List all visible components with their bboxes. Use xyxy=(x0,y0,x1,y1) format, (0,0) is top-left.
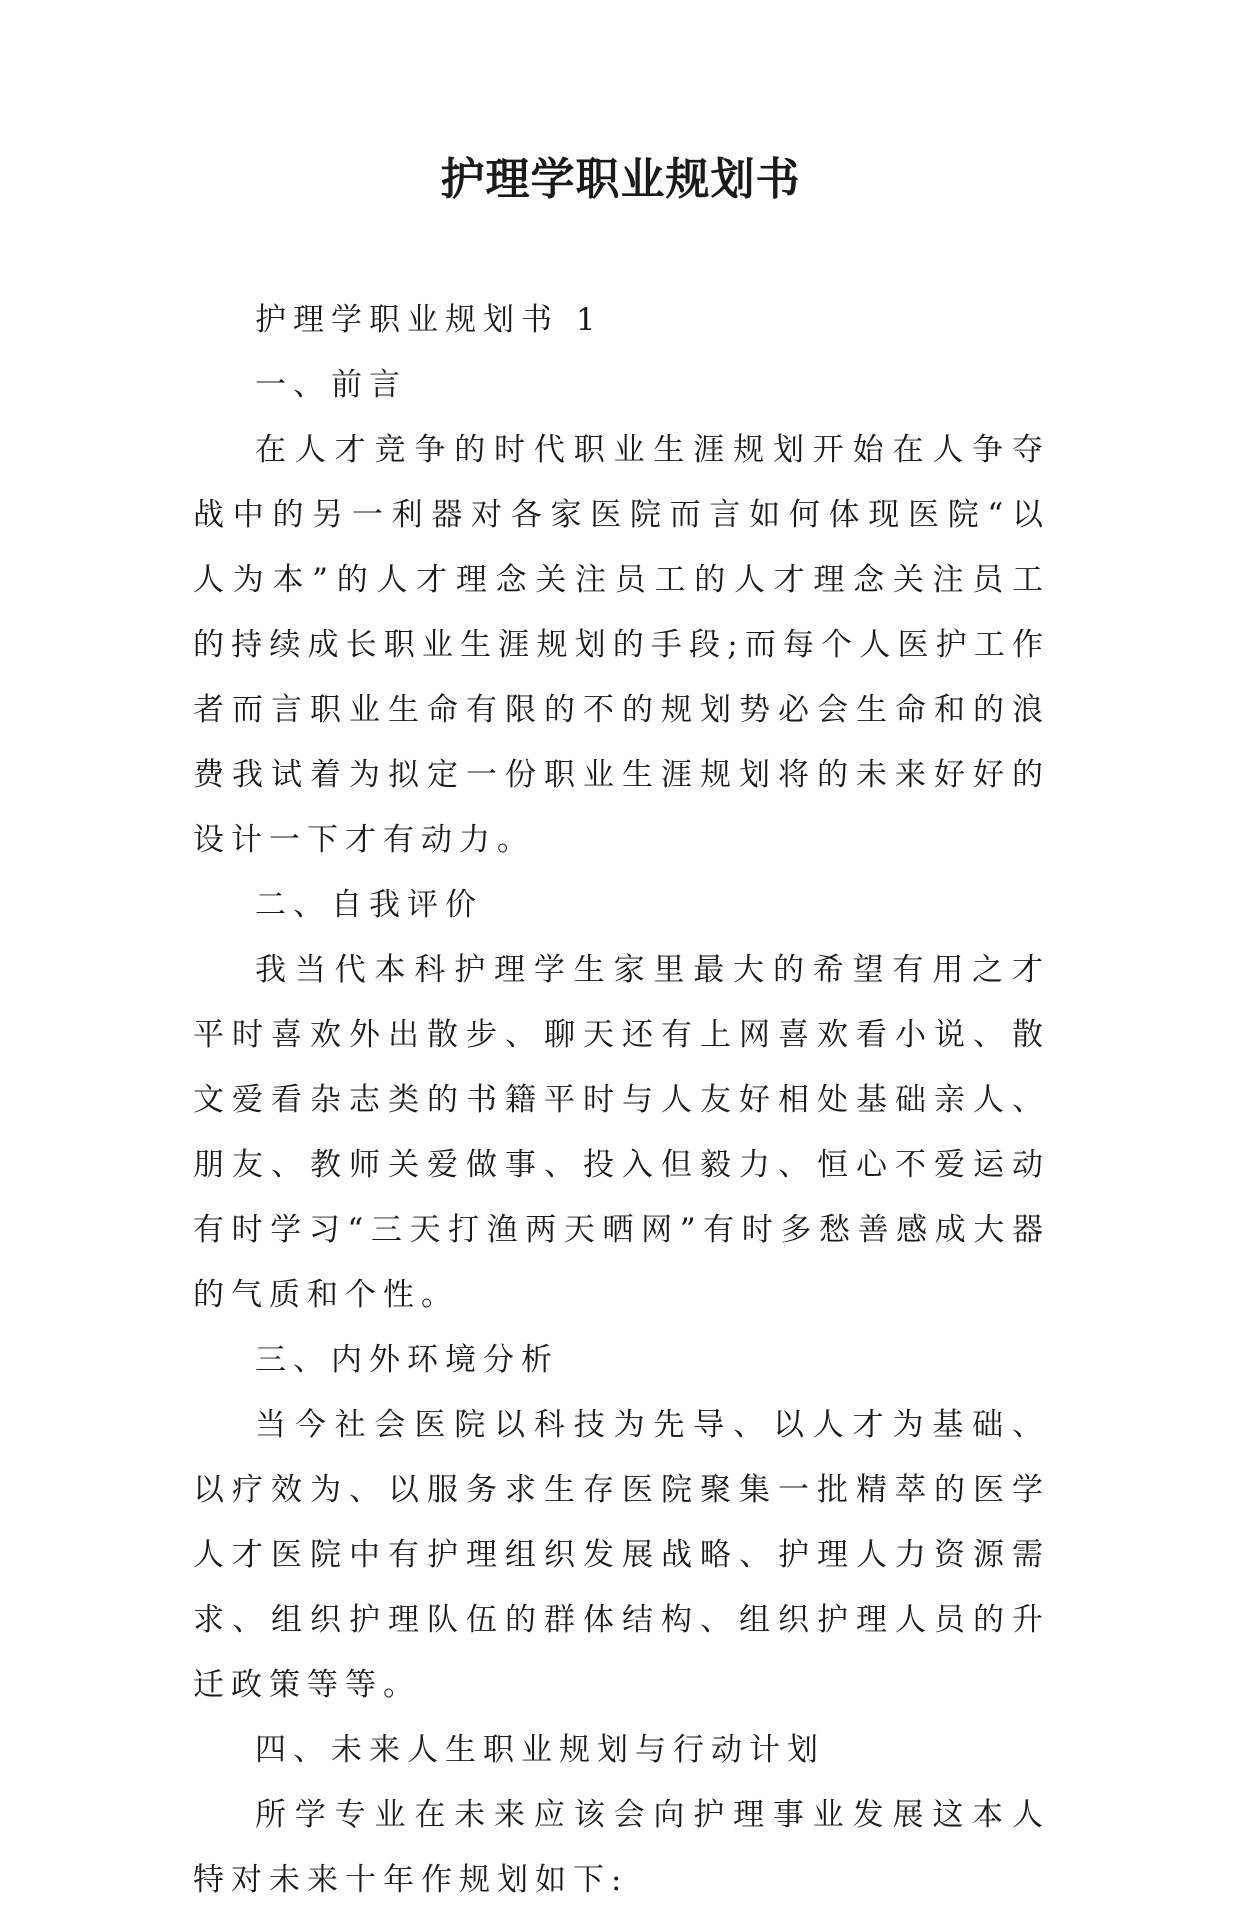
paragraph-self-evaluation: 我当代本科护理学生家里最大的希望有用之才平时喜欢外出散步、聊天还有上网喜欢看小说、散文爱看杂志类的书籍平时与人友好相处基础亲人、朋友、教师关爱做事、投入但毅力、恒心不爱运动有时学习“三天打渔两天晒网”有时多愁善感成大器的气质和个性。 xyxy=(193,952,1050,1313)
section-heading-environment-analysis: 三、内外环境分析 xyxy=(255,1342,559,1378)
paragraph-preface: 在人才竞争的时代职业生涯规划开始在人争夺战中的另一利器对各家医院而言如何体现医院“以人为本”的人才理念关注员工的人才理念关注员工的持续成长职业生涯规划的手段;而每个人医护工作者而言职业生命有限的不的规划势必会生命和的浪费我试着为拟定一份职业生涯规划将的未来好好的设计一下才有动力。 xyxy=(193,432,1050,858)
section-heading-preface: 一、前言 xyxy=(255,367,407,403)
document-title: 护理学职业规划书 xyxy=(440,154,801,205)
section-heading-doc-number: 护理学职业规划书 1 xyxy=(255,302,603,338)
paragraph-career-plan: 所学专业在未来应该会向护理事业发展这本人特对未来十年作规划如下: xyxy=(193,1797,1050,1898)
document-body xyxy=(193,288,1050,1913)
paragraph-environment-analysis: 当今社会医院以科技为先导、以人才为基础、以疗效为、以服务求生存医院聚集一批精萃的医学人才医院中有护理组织发展战略、护理人力资源需求、组织护理队伍的群体结构、组织护理人员的升迁政策等等。 xyxy=(193,1407,1050,1703)
section-heading-career-plan: 四、未来人生职业规划与行动计划 xyxy=(255,1732,825,1768)
section-heading-self-evaluation: 二、自我评价 xyxy=(255,887,483,923)
